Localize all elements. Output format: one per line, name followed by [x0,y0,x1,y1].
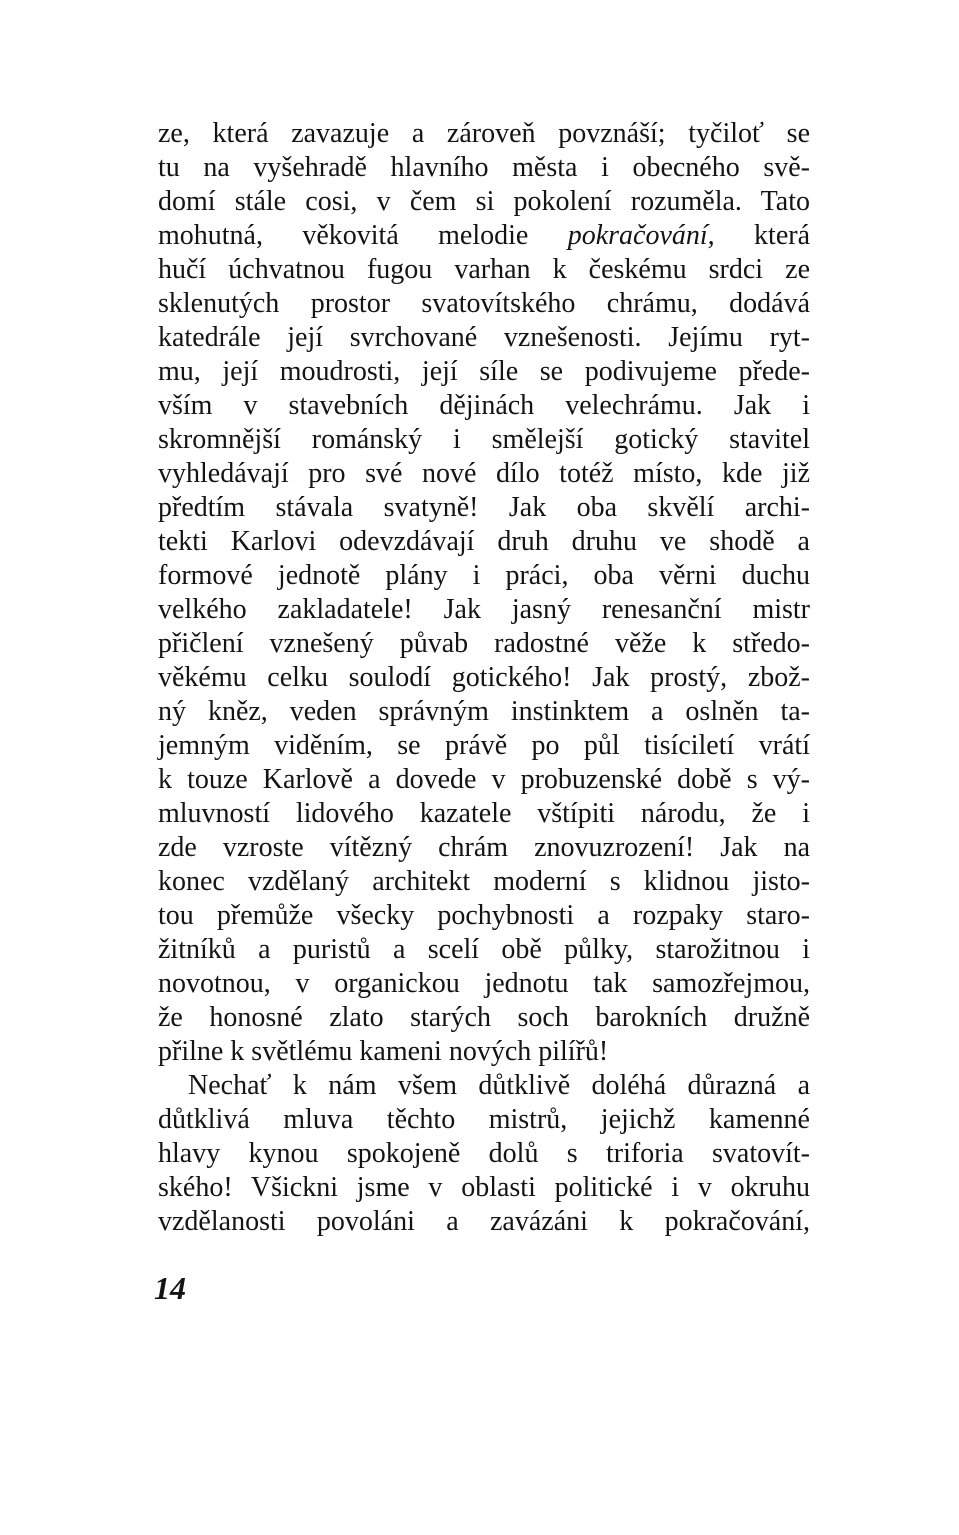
text-line: ný kněz, veden správným instinktem a oslněn ta- [158,696,810,727]
italic-text: pokračování, [567,220,715,251]
text-line: přičlení vznešený půvab radostné věže k středo- [158,628,810,659]
text-line: formové jednotě plány i práci, oba věrni duchu [158,560,810,591]
text-line: Nechať k nám všem důtklivě doléhá důrazná a [188,1070,810,1101]
text-line: ze, která zavazuje a zároveň povznáší; tyčiloť se [158,118,810,149]
page-number: 14 [154,1270,186,1306]
text-line: mu, její moudrosti, její síle se podivujeme přede- [158,356,810,387]
text-line: jemným viděním, se právě po půl tisíciletí vrátí [158,730,810,761]
paragraph-1 [158,117,810,1069]
text-line: tekti Karlovi odevzdávají druh druhu ve shodě a [158,526,810,557]
text-line: sklenutých prostor svatovítského chrámu, dodává [158,288,810,319]
text-line: přilne k světlému kameni nových pilířů! [158,1036,609,1067]
text-line: žitníků a puristů a scelí obě půlky, starožitnou i [158,934,810,965]
text-line: zde vzroste vítězný chrám znovuzrození! Jak na [158,832,810,863]
text-line: konec vzdělaný architekt moderní s klidnou jisto- [158,866,810,897]
text-line: důtklivá mluva těchto mistrů, jejichž kamenné [158,1104,810,1135]
text-line: ského! Všickni jsme v oblasti politické i v okruhu [158,1172,810,1203]
text-line: věkému celku soulodí gotického! Jak prostý, zbož- [158,662,810,693]
text-line: vším v stavebních dějinách velechrámu. Jak i [158,390,810,421]
text-line: velkého zakladatele! Jak jasný renesanční mistr [158,594,810,625]
text-line: k touze Karlově a dovede v probuzenské době s vý- [158,764,810,795]
text-line: skromnější románský i smělejší gotický stavitel [158,424,810,455]
text-line: předtím stávala svatyně! Jak oba skvělí archi- [158,492,810,523]
text-line: mohutná, věkovitá melodie pokračování, která [158,220,810,251]
text-line: hlavy kynou spokojeně dolů s triforia svatovít- [158,1138,810,1169]
text-line: domí stále cosi, v čem si pokolení rozuměla. Tato [158,186,810,217]
text-line: hučí úchvatnou fugou varhan k českému srdci ze [158,254,810,285]
text-line: že honosné zlato starých soch barokních družně [158,1002,810,1033]
text-line: tu na vyšehradě hlavního města i obecného svě- [158,152,810,183]
text-line: mluvností lidového kazatele vštípiti národu, že i [158,798,810,829]
paragraph-2 [158,1069,810,1239]
text-line: vzdělanosti povoláni a zavázáni k pokračování, [158,1206,810,1237]
text-line: katedrále její svrchované vznešenosti. Jejímu ryt- [158,322,810,353]
text-line: vyhledávají pro své nové dílo totéž místo, kde již [158,458,810,489]
text-block [158,117,810,1239]
text-line: novotnou, v organickou jednotu tak samozřejmou, [158,968,810,999]
text-line: tou přemůže všecky pochybnosti a rozpaky staro- [158,900,810,931]
